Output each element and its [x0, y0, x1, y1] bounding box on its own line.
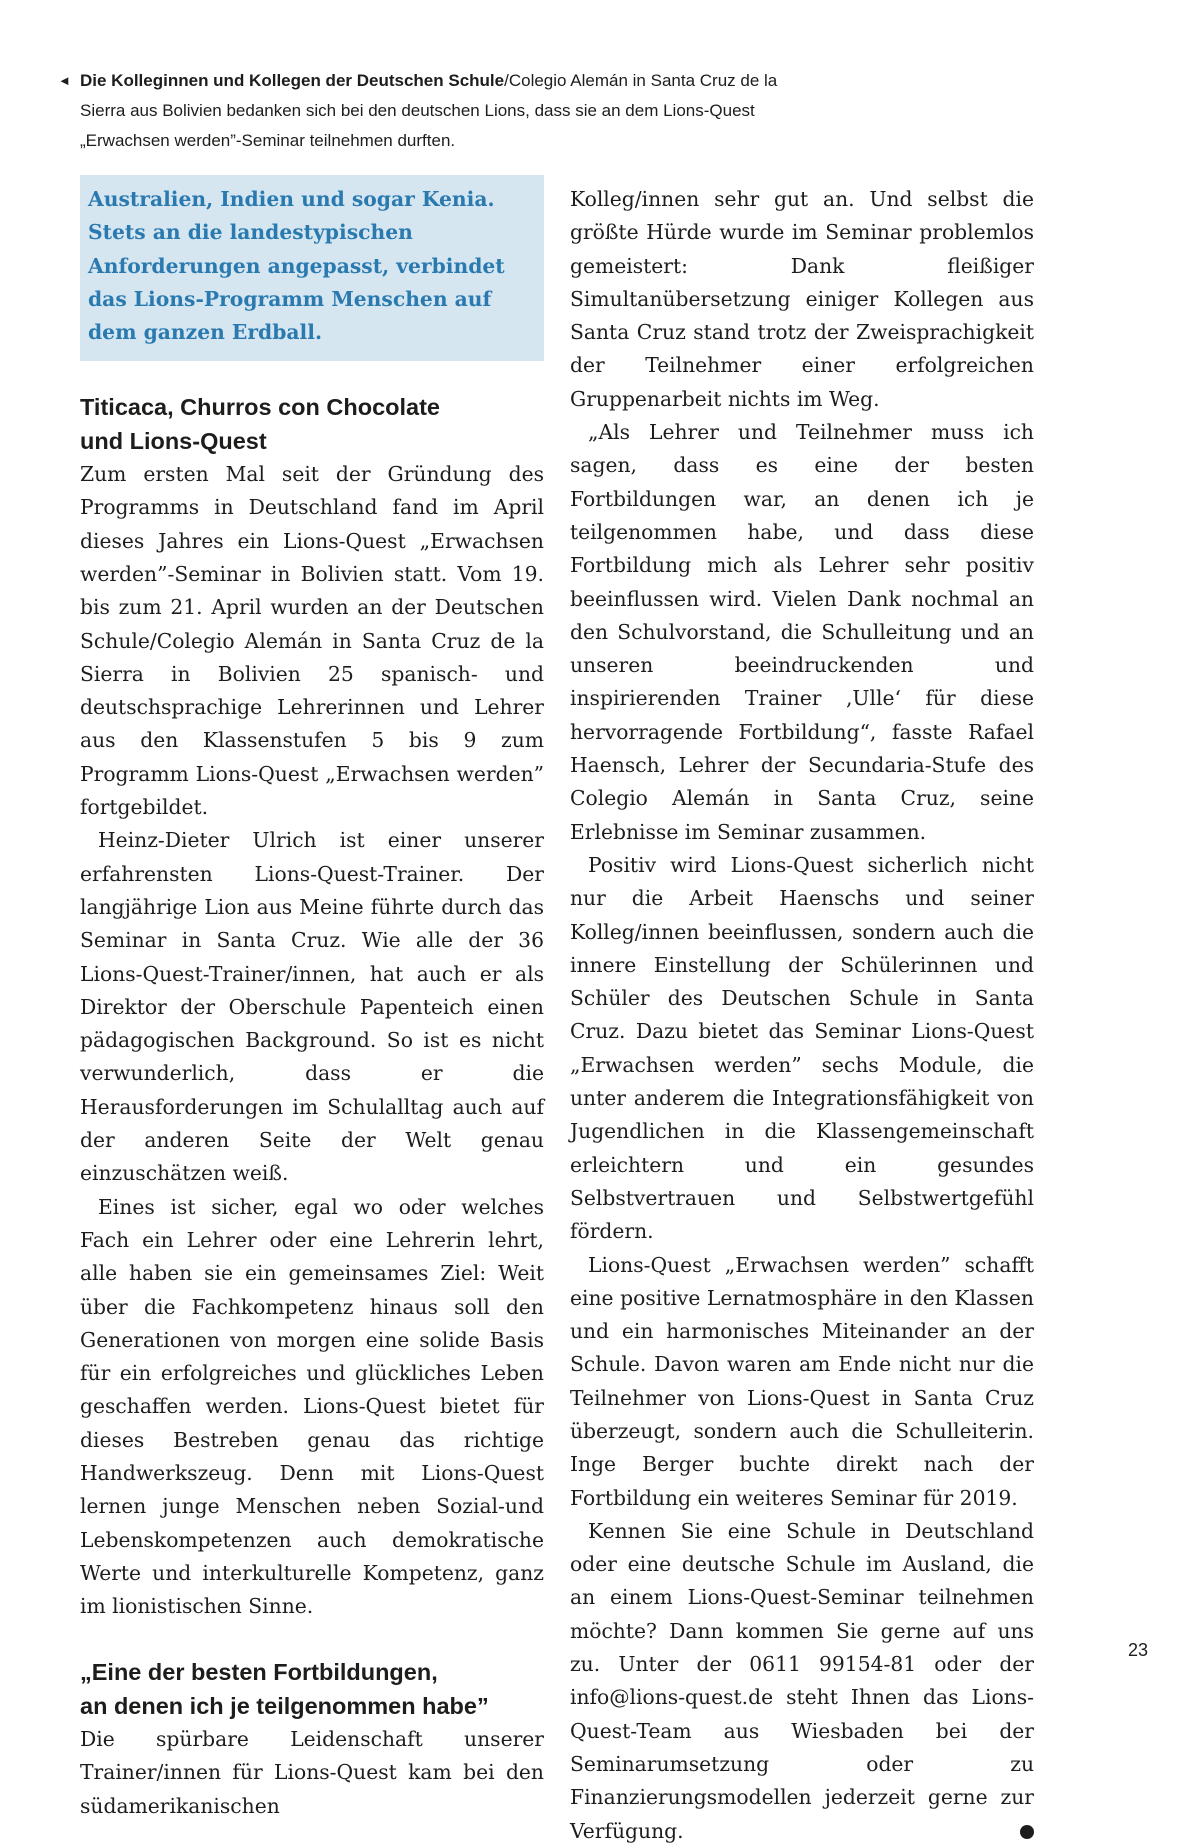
highlight-box — [80, 175, 544, 361]
heading-1-line-1: Titicaca, Churros con Chocolate — [80, 394, 440, 421]
last-paragraph-text: Kennen Sie eine Schule in Deutschland oder eine deutsche Schule im Ausland, die an einem Lions-Quest-Seminar teilnehmen möchte? Dann kommen Sie gerne auf uns zu. Unter der 0611 99154-81 oder der info@lions-quest.de steht Ihnen das Lions-Quest-Team aus Wiesbaden bei der Seminarumsetzung oder zu Finanzierungsmodellen jederzeit gerne zur Verfügung. — [570, 1518, 1034, 1843]
paragraph: Heinz-Dieter Ulrich ist einer unserer erfahrensten Lions-Quest-Trainer. Der langjährige Lion aus Meine führte durch das Seminar in Santa Cruz. Wie alle der 36 Lions-Quest-Trainer/innen, hat auch er als Direktor der Oberschule Papenteich einen pädagogischen Background. So ist es nicht verwunderlich, dass er die Herausforderungen im Schulalltag auch auf der anderen Seite der Welt genau einzuschätzen weiß. — [80, 828, 544, 1186]
caption-bold: Die Kolleginnen und Kollegen der Deutschen Schule — [80, 71, 505, 90]
section-heading-2 — [80, 1656, 544, 1723]
paragraph: Eines ist sicher, egal wo oder welches Fach ein Lehrer oder eine Lehrerin lehrt, alle haben sie ein gemeinsames Ziel: Weit über die Fachkompetenz hinaus soll den Generationen von morgen eine solide Basis für ein erfolgreiches und glückliches Leben geschaffen werden. Lions-Quest bietet für dieses Bestreben genau das richtige Handwerkszeug. Denn mit Lions-Quest lernen junge Menschen neben Sozial-und Lebenskompetenzen auch demokratische Werte und interkulturelle Kompetenz, ganz im lionistischen Sinne. — [80, 1194, 544, 1619]
heading-2-line-2: an denen ich je teilgenommen habe” — [80, 1692, 489, 1719]
page-number: 23 — [1128, 1640, 1149, 1660]
section-heading-1 — [80, 391, 544, 458]
photo-caption — [58, 66, 780, 156]
paragraph: Kolleg/innen sehr gut an. Und selbst die größte Hürde wurde im Seminar problemlos gemeistert: Dank fleißiger Simultanübersetzung einiger Kollegen aus Santa Cruz stand trotz der Zweisprachigkeit der Teilnehmer einer erfolgreichen Gruppenarbeit nichts im Weg. — [570, 187, 1034, 411]
caption-arrow-icon: ◄ — [58, 73, 71, 88]
paragraph: Lions-Quest „Erwachsen werden” schafft eine positive Lernatmosphäre in den Klassen und ein harmonisches Miteinander an der Schule. Davon waren am Ende nicht nur die Teilnehmer von Lions-Quest in Santa Cruz überzeugt, sondern auch die Schulleiterin. Inge Berger buchte direkt nach der Fortbildung ein weiteres Seminar für 2019. — [570, 1252, 1034, 1510]
right-column — [570, 183, 1045, 1848]
paragraph-last — [570, 1515, 1045, 1848]
paragraph: Die spürbare Leidenschaft unserer Trainer/innen für Lions-Quest kam bei den südamerikanischen — [80, 1727, 544, 1818]
caption-text: /Colegio Alemán in Santa Cruz de la Sierra aus Bolivien bedanken sich bei den deutschen Lions, dass sie an dem Lions-Quest „Erwachsen werden”-Seminar teilnehmen durften. — [80, 71, 778, 150]
left-column — [80, 183, 544, 1823]
paragraph: „Als Lehrer und Teilnehmer muss ich sagen, dass es eine der besten Fortbildungen war, an denen ich je teilgenommen habe, und dass diese Fortbildung mich als Lehrer sehr positiv beeinflussen wird. Vielen Dank nochmal an den Schulvorstand, die Schulleitung und an unseren beeindruckenden und inspirierenden Trainer ‚Ulle‘ für diese hervorragende Fortbildung“, fasste Rafael Haensch, Lehrer der Secundaria-Stufe des Colegio Alemán in Santa Cruz, seine Erlebnisse im Seminar zusammen. — [570, 420, 1034, 844]
heading-1-line-2: und Lions-Quest — [80, 427, 267, 454]
paragraph: Zum ersten Mal seit der Gründung des Programms in Deutschland fand im April dieses Jahres ein Lions-Quest „Erwachsen werden”-Seminar in Bolivien statt. Vom 19. bis zum 21. April wurden an der Deutschen Schule/Colegio Alemán in Santa Cruz de la Sierra in Bolivien 25 spanisch- und deutschsprachige Lehrerinnen und Lehrer aus den Klassenstufen 5 bis 9 zum Programm Lions-Quest „Erwachsen werden” fortgebildet. — [80, 462, 544, 820]
lions-end-mark-icon: L — [1020, 1825, 1034, 1839]
highlight-text: Australien, Indien und sogar Kenia. Stets an die landestypischen Anforderungen angepasst, verbindet das Lions-Programm Menschen auf dem ganzen Erdball. — [88, 187, 505, 345]
paragraph: Positiv wird Lions-Quest sicherlich nicht nur die Arbeit Haenschs und seiner Kolleg/innen beeinflussen, sondern auch die innere Einstellung der Schülerinnen und Schüler des Deutschen Schule in Santa Cruz. Dazu bietet das Seminar Lions-Quest „Erwachsen werden” sechs Module, die unter anderem die Integrationsfähigkeit von Jugendlichen in die Klassengemeinschaft erleichtern und ein gesundes Selbstvertrauen und Selbstwertgefühl fördern. — [570, 852, 1034, 1244]
heading-2-line-1: „Eine der besten Fortbildungen, — [80, 1659, 438, 1686]
